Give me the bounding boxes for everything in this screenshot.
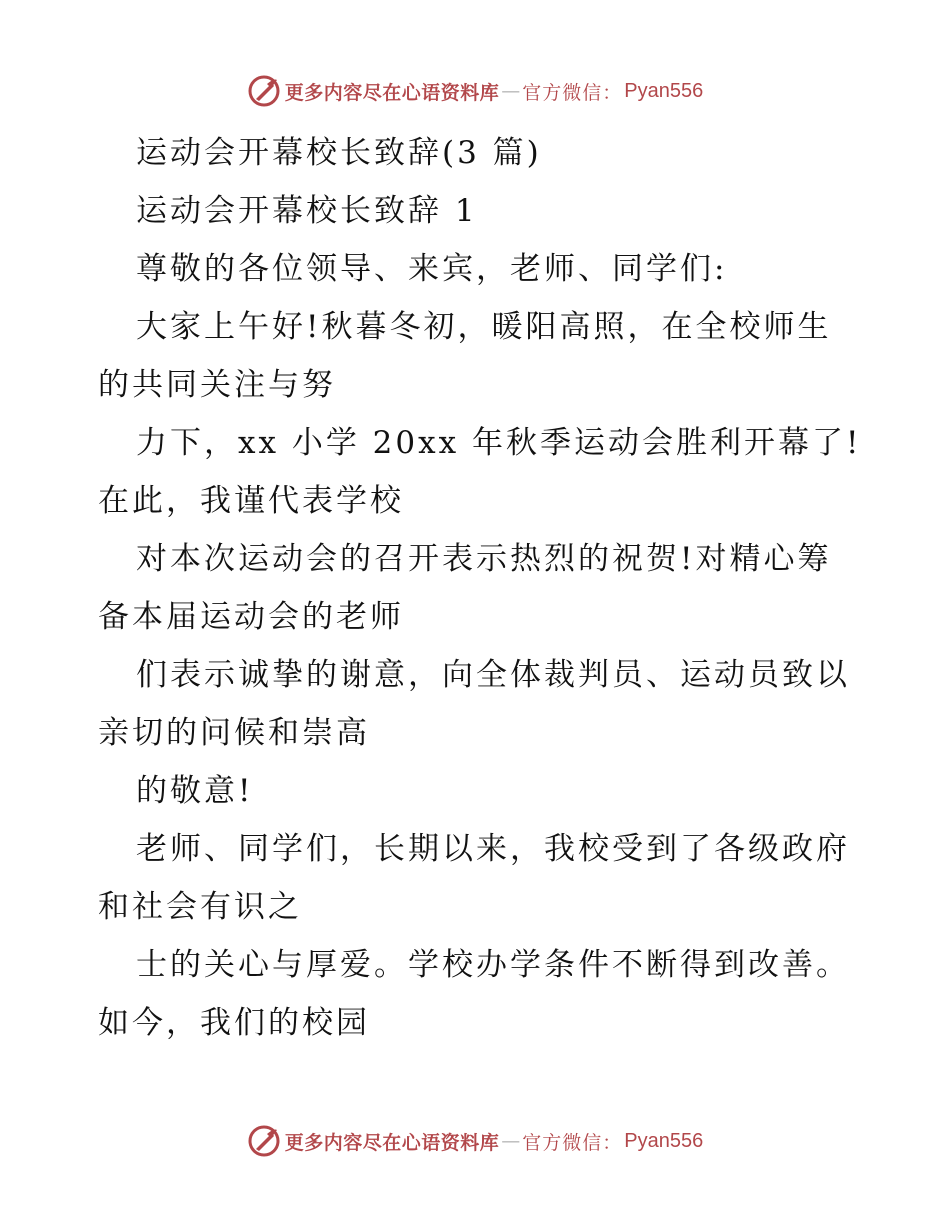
watermark-dash: — (501, 80, 521, 102)
wechat-id: Pyan556 (624, 1129, 704, 1152)
speech-heading: 运动会开幕校长致辞 1 (136, 193, 478, 229)
header-watermark (0, 71, 950, 111)
paragraph: 对本次运动会的召开表示热烈的祝贺!对精心筹 备本届运动会的老师 (98, 541, 832, 635)
doc-title: 运动会开幕校长致辞(3 篇) (136, 135, 542, 171)
paragraph: 们表示诚挚的谢意，向全体裁判员、运动员致以 亲切的问候和崇高 (98, 657, 850, 751)
document-body (98, 124, 878, 1052)
quill-logo-icon (247, 1124, 281, 1158)
salutation: 尊敬的各位领导、来宾，老师、同学们: (136, 251, 728, 287)
footer-watermark (0, 1121, 950, 1161)
wechat-label: 官方微信： (522, 81, 623, 104)
watermark-text: 更多内容尽在心语资料库 (284, 1131, 500, 1154)
wechat-label: 官方微信： (522, 1131, 623, 1154)
quill-logo-icon (247, 74, 281, 108)
paragraph: 士的关心与厚爱。学校办学条件不断得到改善。 如今，我们的校园 (98, 947, 850, 1041)
paragraph: 力下，xx 小学 20xx 年秋季运动会胜利开幕了! 在此，我谨代表学校 (98, 425, 862, 519)
watermark-text: 更多内容尽在心语资料库 (284, 81, 500, 104)
paragraph: 大家上午好!秋暮冬初，暖阳高照，在全校师生 的共同关注与努 (98, 309, 832, 403)
paragraph: 的敬意! (136, 773, 254, 809)
paragraph: 老师、同学们，长期以来，我校受到了各级政府 和社会有识之 (98, 831, 850, 925)
wechat-id: Pyan556 (624, 79, 704, 102)
watermark-dash: — (501, 1130, 521, 1152)
